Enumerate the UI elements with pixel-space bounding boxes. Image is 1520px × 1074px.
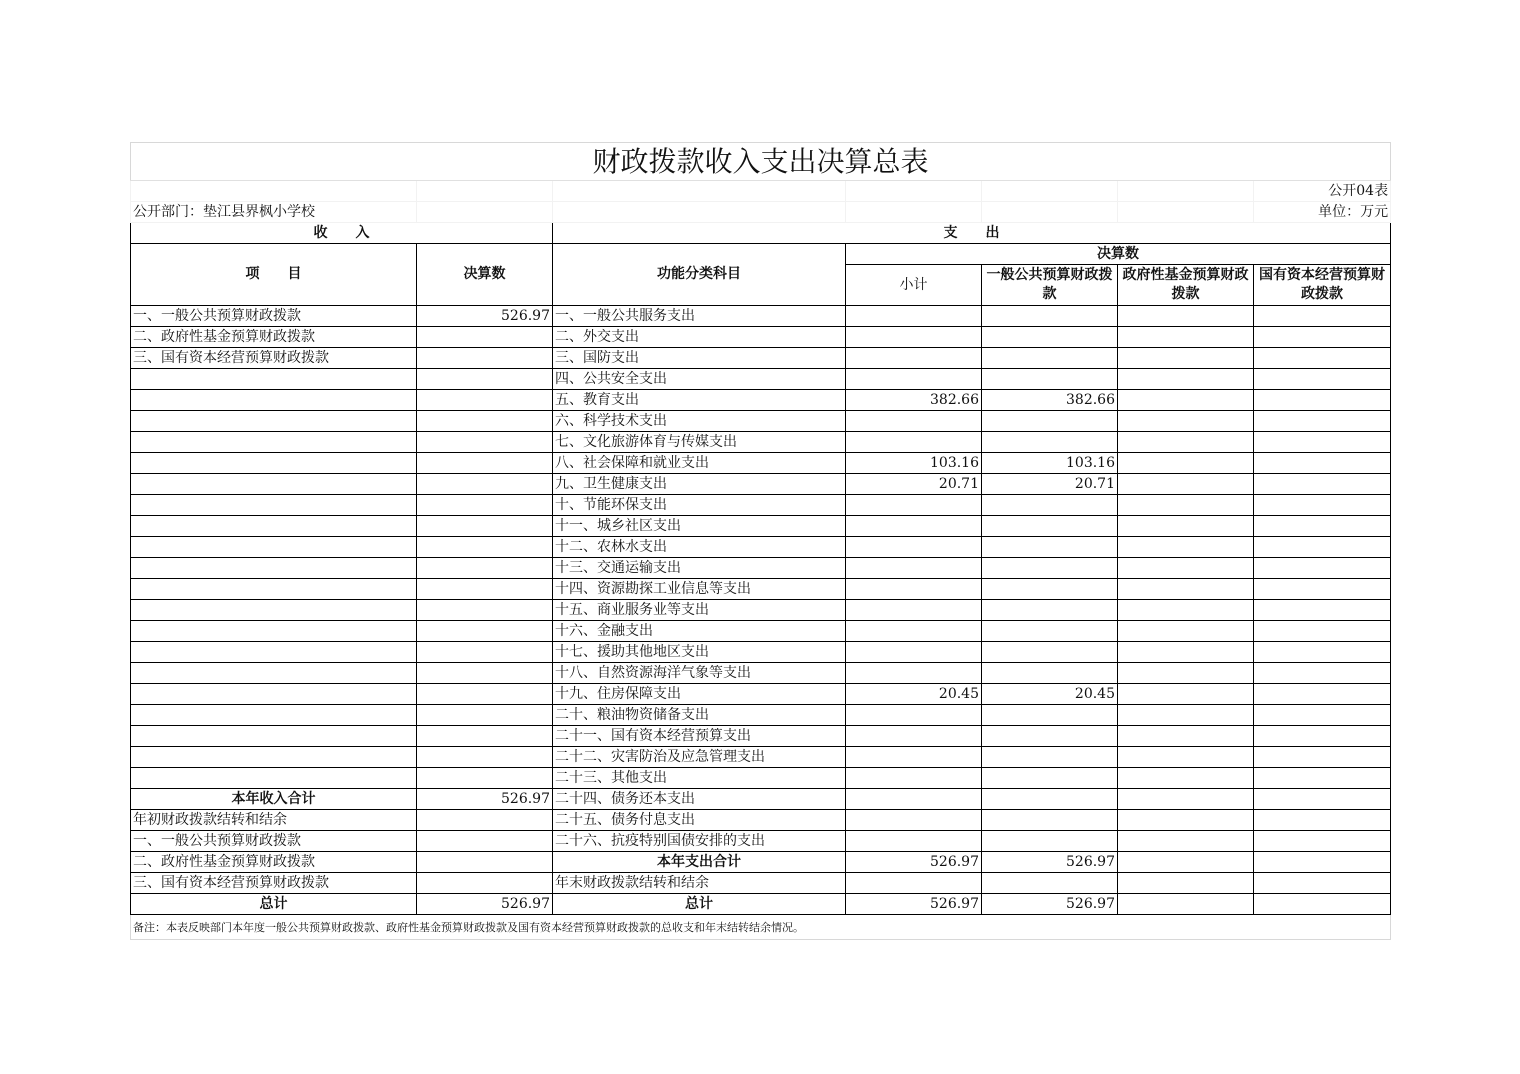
subtotal-cell <box>846 810 982 831</box>
income-item-cell: 一、一般公共预算财政拨款 <box>131 306 417 327</box>
general-budget-cell <box>982 768 1118 789</box>
income-amount-cell: 526.97 <box>417 789 553 810</box>
gov-fund-cell <box>1118 348 1254 369</box>
state-capital-cell <box>1254 873 1391 894</box>
expense-category-cell: 四、公共安全支出 <box>553 369 846 390</box>
income-item-cell <box>131 747 417 768</box>
general-budget-cell <box>982 495 1118 516</box>
state-capital-cell <box>1254 705 1391 726</box>
income-item-cell <box>131 726 417 747</box>
table-row <box>131 642 1391 663</box>
general-budget-cell <box>982 369 1118 390</box>
expense-category-cell: 一、一般公共服务支出 <box>553 306 846 327</box>
income-item-cell: 二、政府性基金预算财政拨款 <box>131 852 417 873</box>
expense-category-cell: 十一、城乡社区支出 <box>553 516 846 537</box>
state-capital-cell <box>1254 894 1391 915</box>
state-capital-cell <box>1254 327 1391 348</box>
income-item-cell <box>131 705 417 726</box>
general-budget-cell: 526.97 <box>982 894 1118 915</box>
table-row <box>131 747 1391 768</box>
table-row <box>131 810 1391 831</box>
expense-category-cell: 十、节能环保支出 <box>553 495 846 516</box>
income-amount-cell <box>417 474 553 495</box>
income-item-cell <box>131 537 417 558</box>
state-capital-cell <box>1254 558 1391 579</box>
income-item-cell <box>131 411 417 432</box>
expense-category-cell: 二十一、国有资本经营预算支出 <box>553 726 846 747</box>
income-item-cell: 本年收入合计 <box>131 789 417 810</box>
subtotal-cell <box>846 747 982 768</box>
state-capital-cell <box>1254 390 1391 411</box>
state-capital-cell <box>1254 789 1391 810</box>
table-row <box>131 579 1391 600</box>
blank-cell <box>1118 181 1254 202</box>
expense-category-cell: 九、卫生健康支出 <box>553 474 846 495</box>
state-capital-cell <box>1254 306 1391 327</box>
table-row <box>131 768 1391 789</box>
expense-category-cell: 十七、援助其他地区支出 <box>553 642 846 663</box>
gov-fund-cell <box>1118 516 1254 537</box>
gov-fund-cell <box>1118 684 1254 705</box>
income-amount-cell <box>417 831 553 852</box>
income-amount-cell <box>417 411 553 432</box>
income-item-cell <box>131 768 417 789</box>
fiscal-appropriation-table <box>130 142 1391 940</box>
income-amount-cell <box>417 537 553 558</box>
state-capital-cell <box>1254 495 1391 516</box>
table-row <box>131 537 1391 558</box>
gov-fund-cell <box>1118 411 1254 432</box>
income-amount-cell <box>417 810 553 831</box>
blank-cell <box>417 202 553 223</box>
function-category-header: 功能分类科目 <box>553 244 846 306</box>
income-amount-cell <box>417 852 553 873</box>
income-amount-cell <box>417 621 553 642</box>
blank-cell <box>846 202 982 223</box>
income-amount-cell <box>417 432 553 453</box>
footnote: 备注：本表反映部门本年度一般公共预算财政拨款、政府性基金预算财政拨款及国有资本经营预算财政拨款的总收支和年末结转结余情况。 <box>131 915 1391 940</box>
gov-fund-cell <box>1118 852 1254 873</box>
expense-category-cell: 总计 <box>553 894 846 915</box>
expense-category-cell: 十四、资源勘探工业信息等支出 <box>553 579 846 600</box>
subtotal-cell: 20.45 <box>846 684 982 705</box>
state-capital-cell <box>1254 537 1391 558</box>
general-budget-cell <box>982 411 1118 432</box>
subtotal-header: 小计 <box>846 265 982 306</box>
subtotal-cell <box>846 327 982 348</box>
income-item-cell <box>131 579 417 600</box>
department-name: 公开部门：垫江县界枫小学校 <box>131 202 417 223</box>
blank-cell <box>1118 202 1254 223</box>
gov-fund-cell <box>1118 831 1254 852</box>
subtotal-cell <box>846 642 982 663</box>
income-amount-cell <box>417 495 553 516</box>
subtotal-cell <box>846 306 982 327</box>
table-row <box>131 432 1391 453</box>
gov-fund-cell <box>1118 600 1254 621</box>
state-capital-header: 国有资本经营预算财政拨款 <box>1254 265 1391 306</box>
expense-category-cell: 十六、金融支出 <box>553 621 846 642</box>
general-budget-cell <box>982 432 1118 453</box>
gov-fund-cell <box>1118 789 1254 810</box>
subtotal-cell <box>846 369 982 390</box>
general-budget-cell <box>982 579 1118 600</box>
income-item-cell <box>131 474 417 495</box>
income-item-cell: 年初财政拨款结转和结余 <box>131 810 417 831</box>
income-item-cell <box>131 453 417 474</box>
general-budget-cell <box>982 726 1118 747</box>
gov-fund-cell <box>1118 495 1254 516</box>
table-row <box>131 453 1391 474</box>
state-capital-cell <box>1254 663 1391 684</box>
gov-fund-cell <box>1118 474 1254 495</box>
table-row <box>131 516 1391 537</box>
table-row <box>131 348 1391 369</box>
general-budget-cell <box>982 831 1118 852</box>
subtotal-cell <box>846 558 982 579</box>
general-budget-cell <box>982 306 1118 327</box>
general-budget-cell <box>982 663 1118 684</box>
report-title: 财政拨款收入支出决算总表 <box>131 143 1391 181</box>
blank-cell <box>553 202 846 223</box>
subtotal-cell <box>846 579 982 600</box>
general-budget-cell <box>982 642 1118 663</box>
subtotal-cell <box>846 768 982 789</box>
subtotal-cell: 103.16 <box>846 453 982 474</box>
table-row <box>131 852 1391 873</box>
expense-category-cell: 七、文化旅游体育与传媒支出 <box>553 432 846 453</box>
general-budget-cell: 103.16 <box>982 453 1118 474</box>
expense-category-cell: 十二、农林水支出 <box>553 537 846 558</box>
expense-category-cell: 十九、住房保障支出 <box>553 684 846 705</box>
expense-category-cell: 六、科学技术支出 <box>553 411 846 432</box>
general-budget-cell <box>982 600 1118 621</box>
table-row <box>131 558 1391 579</box>
income-item-cell <box>131 558 417 579</box>
income-amount-cell: 526.97 <box>417 894 553 915</box>
general-budget-cell <box>982 327 1118 348</box>
income-amount-cell <box>417 453 553 474</box>
general-budget-cell <box>982 747 1118 768</box>
subtotal-cell <box>846 348 982 369</box>
unit-label: 单位：万元 <box>1254 202 1391 223</box>
income-amount-cell <box>417 642 553 663</box>
table-row <box>131 390 1391 411</box>
income-item-cell: 总计 <box>131 894 417 915</box>
income-amount-cell <box>417 579 553 600</box>
gov-fund-cell <box>1118 810 1254 831</box>
general-budget-cell: 20.45 <box>982 684 1118 705</box>
income-amount-cell <box>417 684 553 705</box>
state-capital-cell <box>1254 810 1391 831</box>
state-capital-cell <box>1254 852 1391 873</box>
gov-fund-cell <box>1118 306 1254 327</box>
general-budget-cell <box>982 789 1118 810</box>
income-item-cell: 二、政府性基金预算财政拨款 <box>131 327 417 348</box>
state-capital-cell <box>1254 747 1391 768</box>
expense-category-cell: 二十五、债务付息支出 <box>553 810 846 831</box>
income-amount-cell <box>417 663 553 684</box>
blank-cell <box>982 202 1118 223</box>
income-item-cell <box>131 663 417 684</box>
state-capital-cell <box>1254 621 1391 642</box>
subtotal-cell <box>846 726 982 747</box>
expense-category-cell: 二十六、抗疫特别国债安排的支出 <box>553 831 846 852</box>
subtotal-cell <box>846 831 982 852</box>
gov-fund-cell <box>1118 369 1254 390</box>
expense-category-cell: 三、国防支出 <box>553 348 846 369</box>
state-capital-cell <box>1254 579 1391 600</box>
income-item-cell <box>131 369 417 390</box>
table-code: 公开04表 <box>1254 181 1391 202</box>
gov-fund-cell <box>1118 873 1254 894</box>
expense-category-cell: 十八、自然资源海洋气象等支出 <box>553 663 846 684</box>
table-row <box>131 474 1391 495</box>
gov-fund-cell <box>1118 327 1254 348</box>
blank-cell <box>982 181 1118 202</box>
income-amount-cell <box>417 726 553 747</box>
general-budget-cell <box>982 705 1118 726</box>
state-capital-cell <box>1254 642 1391 663</box>
final-amount-header: 决算数 <box>846 244 1391 265</box>
subtotal-cell <box>846 873 982 894</box>
income-item-cell <box>131 684 417 705</box>
expense-category-cell: 二十四、债务还本支出 <box>553 789 846 810</box>
table-row <box>131 621 1391 642</box>
subtotal-cell <box>846 621 982 642</box>
general-budget-cell <box>982 558 1118 579</box>
subtotal-cell <box>846 411 982 432</box>
state-capital-cell <box>1254 831 1391 852</box>
subtotal-cell <box>846 600 982 621</box>
table-row <box>131 726 1391 747</box>
expense-category-cell: 本年支出合计 <box>553 852 846 873</box>
general-budget-cell <box>982 873 1118 894</box>
income-amount-cell <box>417 873 553 894</box>
income-amount-cell <box>417 600 553 621</box>
gov-fund-cell <box>1118 642 1254 663</box>
income-item-cell <box>131 495 417 516</box>
income-item-cell <box>131 621 417 642</box>
expense-category-cell: 年末财政拨款结转和结余 <box>553 873 846 894</box>
income-header: 收 入 <box>131 223 553 244</box>
table-row <box>131 789 1391 810</box>
general-budget-cell: 526.97 <box>982 852 1118 873</box>
state-capital-cell <box>1254 516 1391 537</box>
table-row <box>131 894 1391 915</box>
income-item-cell <box>131 432 417 453</box>
general-budget-cell: 382.66 <box>982 390 1118 411</box>
income-amount-cell <box>417 369 553 390</box>
amount-header: 决算数 <box>417 244 553 306</box>
gov-fund-cell <box>1118 663 1254 684</box>
expense-category-cell: 二、外交支出 <box>553 327 846 348</box>
income-item-cell: 三、国有资本经营预算财政拨款 <box>131 348 417 369</box>
item-header: 项 目 <box>131 244 417 306</box>
expense-category-cell: 二十二、灾害防治及应急管理支出 <box>553 747 846 768</box>
income-amount-cell <box>417 390 553 411</box>
subtotal-cell <box>846 789 982 810</box>
subtotal-cell <box>846 432 982 453</box>
subtotal-cell <box>846 663 982 684</box>
state-capital-cell <box>1254 684 1391 705</box>
income-item-cell <box>131 390 417 411</box>
gov-fund-header: 政府性基金预算财政拨款 <box>1118 265 1254 306</box>
income-item-cell <box>131 642 417 663</box>
subtotal-cell <box>846 516 982 537</box>
state-capital-cell <box>1254 726 1391 747</box>
expense-header: 支 出 <box>553 223 1391 244</box>
general-budget-cell <box>982 621 1118 642</box>
table-row <box>131 663 1391 684</box>
subtotal-cell: 526.97 <box>846 894 982 915</box>
table-row <box>131 327 1391 348</box>
state-capital-cell <box>1254 453 1391 474</box>
expense-category-cell: 二十、粮油物资储备支出 <box>553 705 846 726</box>
subtotal-cell: 20.71 <box>846 474 982 495</box>
state-capital-cell <box>1254 348 1391 369</box>
expense-category-cell: 八、社会保障和就业支出 <box>553 453 846 474</box>
income-item-cell: 一、一般公共预算财政拨款 <box>131 831 417 852</box>
income-amount-cell <box>417 327 553 348</box>
subtotal-cell: 382.66 <box>846 390 982 411</box>
gov-fund-cell <box>1118 579 1254 600</box>
general-budget-cell <box>982 810 1118 831</box>
gov-fund-cell <box>1118 747 1254 768</box>
income-amount-cell <box>417 516 553 537</box>
gov-fund-cell <box>1118 705 1254 726</box>
state-capital-cell <box>1254 369 1391 390</box>
state-capital-cell <box>1254 600 1391 621</box>
gov-fund-cell <box>1118 432 1254 453</box>
general-budget-cell <box>982 348 1118 369</box>
table-row <box>131 684 1391 705</box>
gov-fund-cell <box>1118 453 1254 474</box>
state-capital-cell <box>1254 474 1391 495</box>
general-budget-header: 一般公共预算财政拨款 <box>982 265 1118 306</box>
table-row <box>131 873 1391 894</box>
table-row <box>131 600 1391 621</box>
income-amount-cell: 526.97 <box>417 306 553 327</box>
blank-cell <box>131 181 417 202</box>
subtotal-cell: 526.97 <box>846 852 982 873</box>
general-budget-cell: 20.71 <box>982 474 1118 495</box>
general-budget-cell <box>982 537 1118 558</box>
income-item-cell <box>131 600 417 621</box>
state-capital-cell <box>1254 411 1391 432</box>
state-capital-cell <box>1254 432 1391 453</box>
gov-fund-cell <box>1118 537 1254 558</box>
expense-category-cell: 十五、商业服务业等支出 <box>553 600 846 621</box>
expense-category-cell: 十三、交通运输支出 <box>553 558 846 579</box>
income-item-cell <box>131 516 417 537</box>
blank-cell <box>553 181 846 202</box>
income-amount-cell <box>417 768 553 789</box>
gov-fund-cell <box>1118 621 1254 642</box>
subtotal-cell <box>846 537 982 558</box>
table-row <box>131 369 1391 390</box>
income-amount-cell <box>417 348 553 369</box>
expense-category-cell: 五、教育支出 <box>553 390 846 411</box>
state-capital-cell <box>1254 768 1391 789</box>
table-row <box>131 411 1391 432</box>
expense-category-cell: 二十三、其他支出 <box>553 768 846 789</box>
gov-fund-cell <box>1118 726 1254 747</box>
table-row <box>131 831 1391 852</box>
gov-fund-cell <box>1118 894 1254 915</box>
blank-cell <box>846 181 982 202</box>
subtotal-cell <box>846 495 982 516</box>
subtotal-cell <box>846 705 982 726</box>
gov-fund-cell <box>1118 390 1254 411</box>
income-amount-cell <box>417 558 553 579</box>
income-amount-cell <box>417 705 553 726</box>
income-item-cell: 三、国有资本经营预算财政拨款 <box>131 873 417 894</box>
table-row <box>131 306 1391 327</box>
gov-fund-cell <box>1118 768 1254 789</box>
table-row <box>131 495 1391 516</box>
table-row <box>131 705 1391 726</box>
income-amount-cell <box>417 747 553 768</box>
report-sheet <box>130 142 1390 940</box>
general-budget-cell <box>982 516 1118 537</box>
blank-cell <box>417 181 553 202</box>
gov-fund-cell <box>1118 558 1254 579</box>
